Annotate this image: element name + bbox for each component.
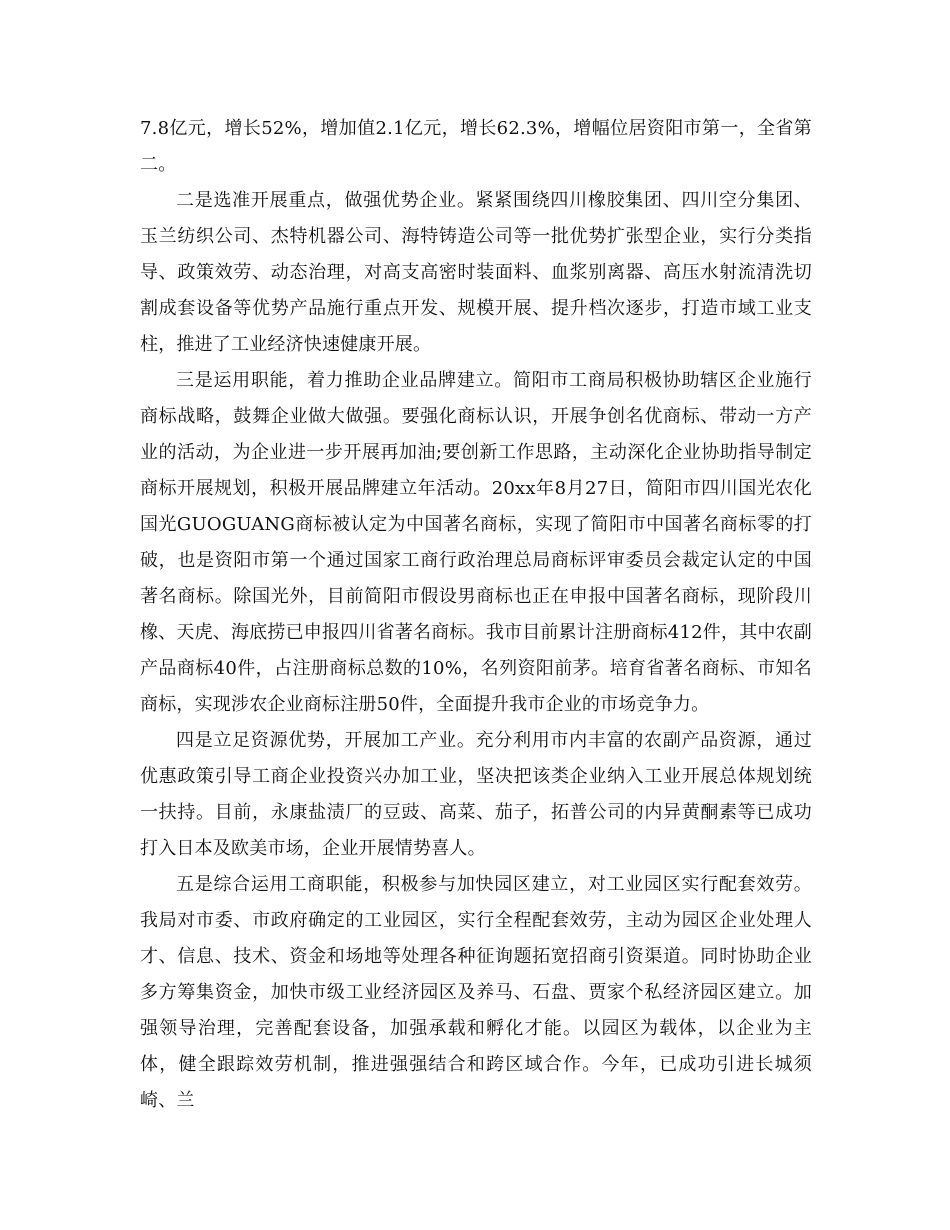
document-body: [140, 111, 812, 1119]
paragraph-2: 二是选准开展重点，做强优势企业。紧紧围绕四川橡胶集团、四川空分集团、玉兰纺织公司、杰特机器公司、海特铸造公司等一批优势扩张型企业，实行分类指导、政策效劳、动态治理，对高支高密时装面料、血浆别离器、高压水射流清洗切割成套设备等优势产品施行重点开发、规模开展、提升档次逐步，打造市域工业支柱，推进了工业经济快速健康开展。: [140, 190, 812, 355]
paragraph-continuation: 7.8亿元，增长52%，增加值2.1亿元，增长62.3%，增幅位居资阳市第一，全省第二。: [140, 118, 812, 175]
paragraph-4: 四是立足资源优势，开展加工产业。充分利用市内丰富的农副产品资源，通过优惠政策引导工商企业投资兴办加工业，坚决把该类企业纳入工业开展总体规划统一扶持。目前，永康盐渍厂的豆豉、高菜、茄子，拓普公司的内异黄酮素等已成功打入日本及欧美市场，企业开展情势喜人。: [140, 730, 812, 859]
paragraph-5: 五是综合运用工商职能，积极参与加快园区建立，对工业园区实行配套效劳。我局对市委、市政府确定的工业园区，实行全程配套效劳，主动为园区企业处理人才、信息、技术、资金和场地等处理各种征询题拓宽招商引资渠道。同时协助企业多方筹集资金，加快市级工业经济园区及养马、石盘、贾家个私经济园区建立。加强领导治理，完善配套设备，加强承载和孵化才能。以园区为载体，以企业为主体，健全跟踪效劳机制，推进强强结合和跨区域合作。今年，已成功引进长城须崎、兰: [140, 874, 812, 1111]
paragraph-3: 三是运用职能，着力推助企业品牌建立。简阳市工商局积极协助辖区企业施行商标战略，鼓舞企业做大做强。要强化商标认识，开展争创名优商标、带动一方产业的活动，为企业进一步开展再加油;要创新工作思路，主动深化企业协助指导制定商标开展规划，积极开展品牌建立年活动。20xx年8月27日，简阳市四川国光农化国光GUOGUANG商标被认定为中国著名商标，实现了简阳市中国著名商标零的打破，也是资阳市第一个通过国家工商行政治理总局商标评审委员会裁定认定的中国著名商标。除国光外，目前简阳市假设男商标也正在申报中国著名商标，现阶段川橡、天虎、海底捞已申报四川省著名商标。我市目前累计注册商标412件，其中农副产品商标40件，占注册商标总数的10%，名列资阳前茅。培育省著名商标、市知名商标，实现涉农企业商标注册50件，全面提升我市企业的市场竞争力。: [140, 370, 812, 715]
